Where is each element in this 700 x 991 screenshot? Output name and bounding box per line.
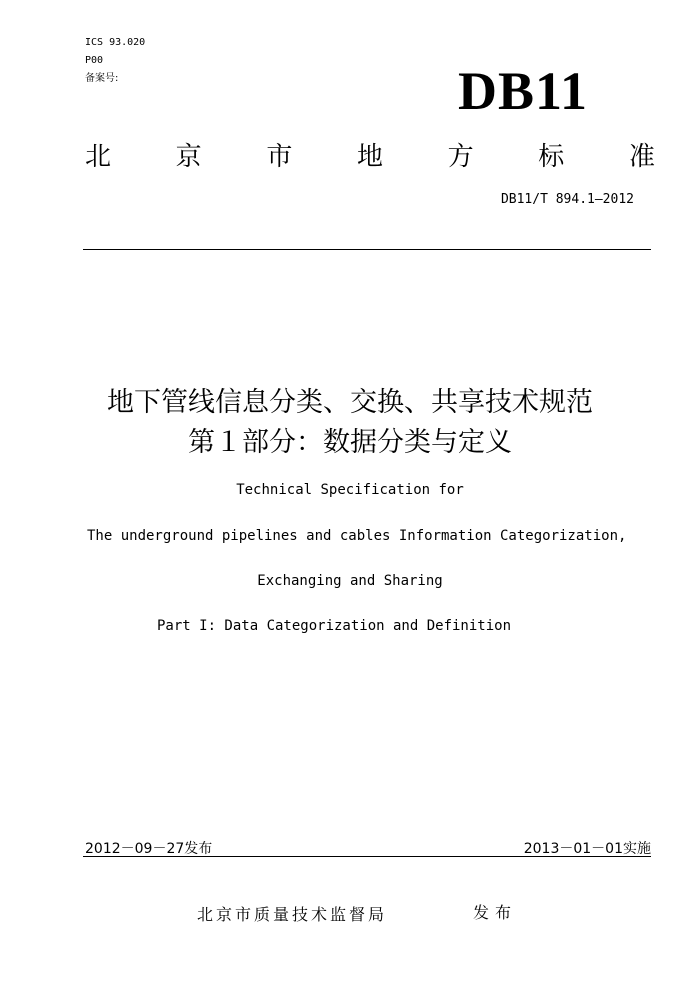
english-title-line-1: Technical Specification for: [236, 482, 464, 498]
english-title-line-4: Part I: Data Categorization and Definition: [157, 618, 512, 634]
bottom-divider: [83, 856, 651, 857]
standard-type-char: 北: [85, 142, 112, 172]
english-title-line-3: Exchanging and Sharing: [257, 573, 443, 589]
implementation-date: 2013－01－01实施: [523, 841, 651, 857]
standard-type-char: 市: [266, 142, 293, 172]
chinese-title-line-1: 地下管线信息分类、交换、共享技术规范: [107, 387, 593, 418]
standard-number: DB11/T 894.1—2012: [500, 192, 634, 207]
issuing-authority: 北京市质量技术监督局: [197, 905, 388, 924]
standard-type-char: 京: [175, 142, 202, 172]
chinese-title-line-2: 第１部分：数据分类与定义: [188, 427, 512, 458]
standard-type-char: 地: [356, 142, 383, 172]
top-divider: [83, 249, 651, 250]
standard-logo: DB11: [458, 61, 589, 121]
filing-number-label: 备案号:: [85, 73, 119, 84]
ics-code: ICS 93.020: [85, 37, 146, 48]
standard-type-title: [85, 136, 655, 173]
standard-type-char: 准: [628, 142, 655, 172]
standard-type-char: 标: [538, 142, 565, 172]
english-title-line-2: The underground pipelines and cables Information Categorization,: [87, 528, 627, 544]
classification-code: P00: [85, 55, 104, 66]
standard-type-char: 方: [447, 142, 474, 172]
issued-label: 发布: [473, 903, 518, 922]
issue-date: 2012－09－27发布: [85, 841, 213, 857]
